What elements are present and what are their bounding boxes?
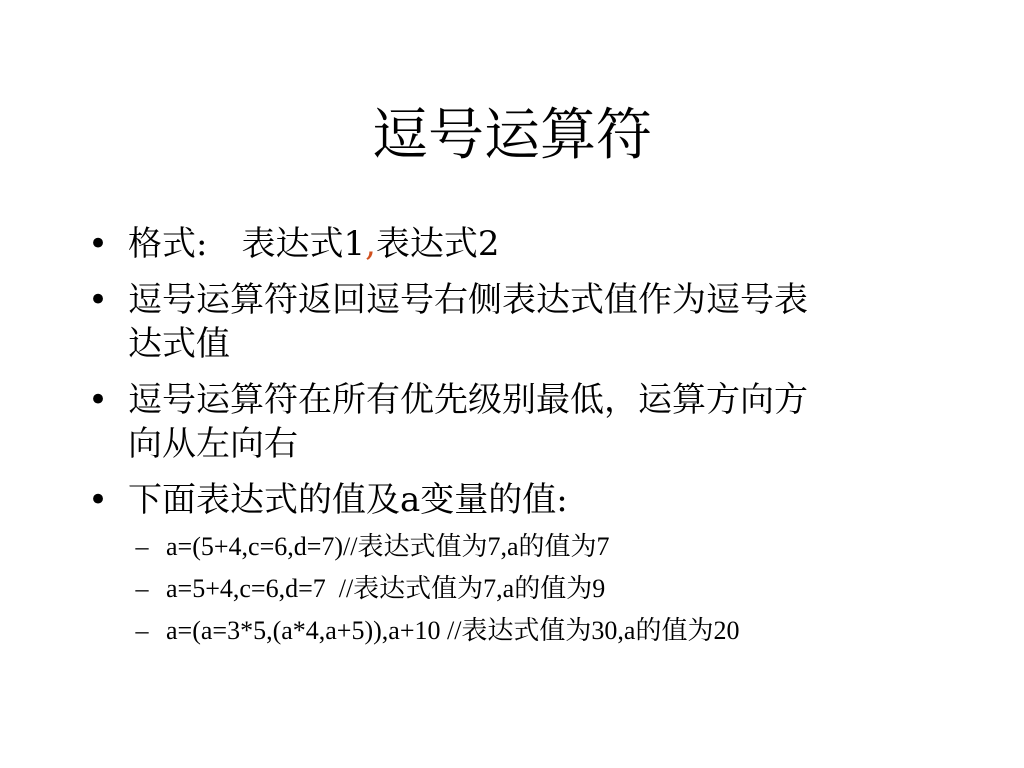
- bullet-item-format: [84, 222, 944, 266]
- format-gap: [207, 224, 241, 264]
- example-text: a=(5+4,c=6,d=7)//表达式值为7,a的值为7: [166, 532, 610, 561]
- bullet-item-precedence: [84, 378, 944, 466]
- example-text: a=5+4,c=6,d=7 //表达式值为7,a的值为9: [166, 574, 606, 603]
- example-item: [84, 530, 944, 564]
- dash-marker: –: [135, 616, 149, 645]
- slide-title: 逗号运算符: [372, 103, 652, 168]
- bullet-text-line: 逗号运算符在所有优先级别最低，运算方向方: [128, 380, 808, 420]
- bullet-list: [84, 222, 944, 656]
- bullet-marker: •: [88, 280, 109, 320]
- bullet-marker: •: [88, 380, 109, 420]
- bullet-item-examples: [84, 478, 944, 522]
- bullet-marker: •: [88, 224, 109, 264]
- format-comma: ,: [365, 224, 376, 264]
- bullet-text: 下面表达式的值及a变量的值:: [128, 480, 568, 520]
- dash-marker: –: [135, 532, 149, 561]
- dash-marker: –: [135, 574, 149, 603]
- bullet-text-line: 向从左向右: [128, 424, 298, 464]
- bullet-marker: •: [88, 480, 109, 520]
- example-text: a=(a=3*5,(a*4,a+5)),a+10 //表达式值为30,a的值为20: [166, 616, 740, 645]
- bullet-text-line: 达式值: [128, 324, 230, 364]
- bullet-text-line: 逗号运算符返回逗号右侧表达式值作为逗号表: [128, 280, 808, 320]
- example-item: [84, 572, 944, 606]
- format-label: 格式:: [128, 224, 208, 264]
- format-expr1: 表达式1: [241, 224, 366, 264]
- example-sub-list: [84, 530, 944, 648]
- format-expr2: 表达式2: [375, 224, 500, 264]
- example-item: [84, 614, 944, 648]
- bullet-item-return-value: [84, 278, 944, 366]
